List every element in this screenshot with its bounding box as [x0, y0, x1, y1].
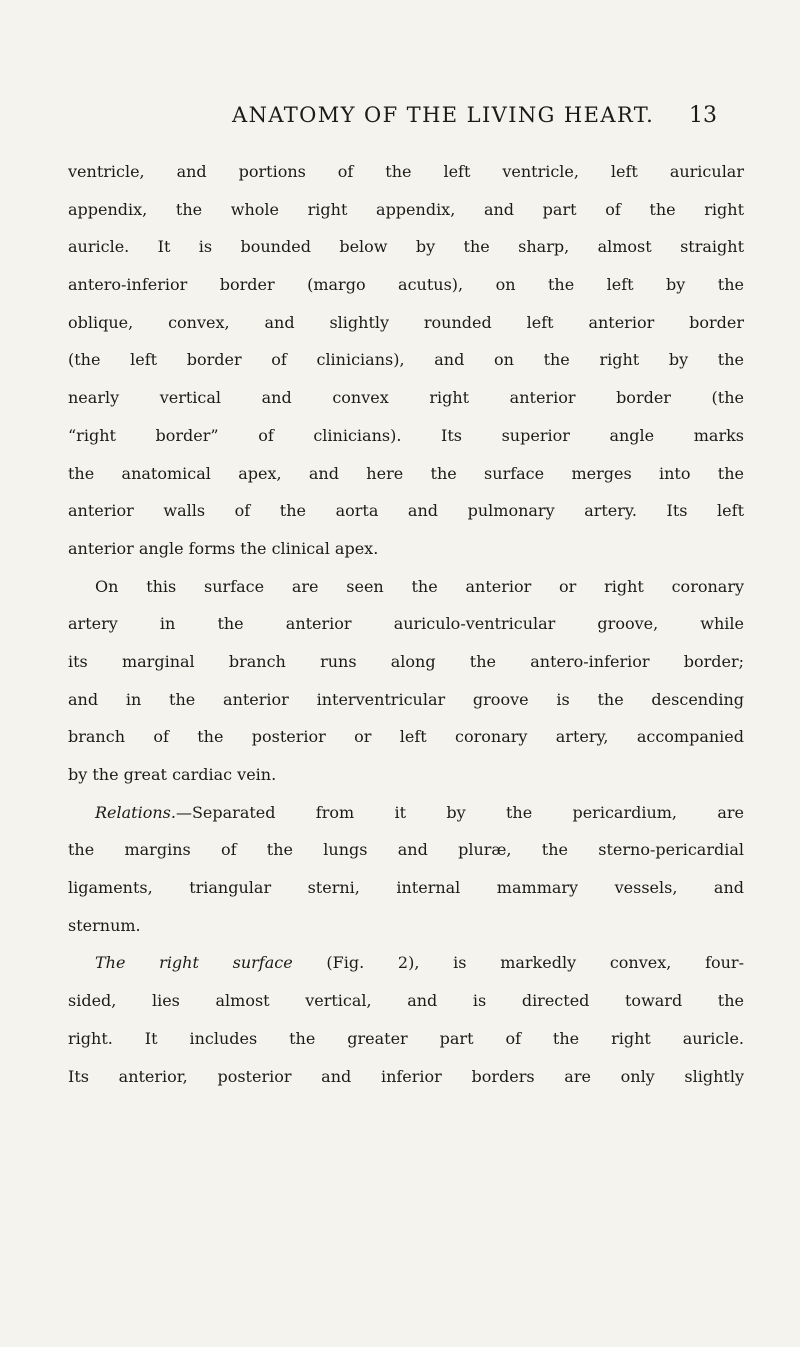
paragraph-2 [68, 577, 744, 803]
text-line [68, 953, 744, 991]
text-line: sided, lies almost vertical, and is directed toward the [68, 991, 744, 1011]
text-line: antero-inferior border (margo acutus), on the left by the [68, 275, 744, 295]
right-surface-heading: The right surface [95, 953, 293, 973]
running-head [0, 103, 800, 139]
text-line: and in the anterior interventricular groove is the descending [68, 689, 744, 709]
text-line: ventricle, and portions of the left ventricle, left auricular [68, 162, 744, 181]
text-line: its marginal branch runs along the antero-inferior border; [68, 651, 744, 671]
text-line: ligaments, triangular sterni, internal mammary vessels, and [68, 878, 744, 898]
text-line: branch of the posterior or left coronary artery, accompanied [68, 727, 744, 747]
text-line: (the left border of clinicians), and on the right by the [68, 350, 744, 370]
text-line: “right border” of clinicians). Its superior angle marks [68, 425, 744, 445]
text-line: artery in the anterior auriculo-ventricular groove, while [68, 614, 744, 634]
relations-heading: Relations. [95, 802, 176, 822]
text-line: by the great cardiac vein. [68, 765, 277, 784]
paragraph-4 [68, 953, 744, 1104]
text-line: appendix, the whole right appendix, and part of the right [68, 199, 744, 219]
text-line: On this surface are seen the anterior or right coronary [95, 576, 744, 596]
text-line: nearly vertical and convex right anterior border (the [68, 388, 744, 408]
paragraph-1 [68, 162, 744, 577]
body-text [68, 162, 744, 1104]
text-line: right. It includes the greater part of the right auricle. [68, 1028, 744, 1048]
text-line: anterior angle forms the clinical apex. [68, 538, 379, 558]
page-number: 13 [689, 103, 717, 128]
running-title: ANATOMY OF THE LIVING HEART. [232, 103, 655, 127]
text-line: auricle. It is bounded below by the sharp, almost straight [68, 237, 744, 257]
text-line: sternum. [68, 915, 141, 935]
text-line: anterior walls of the aorta and pulmonary artery. Its left [68, 501, 744, 521]
text-line: the margins of the lungs and pluræ, the sterno-pericardial [68, 840, 744, 860]
paragraph-3 [68, 803, 744, 954]
text-line: oblique, convex, and slightly rounded left anterior border [68, 312, 744, 332]
text-line: the anatomical apex, and here the surface merges into the [68, 463, 744, 483]
text-line: Its anterior, posterior and inferior borders are only slightly [68, 1066, 744, 1086]
text-line [68, 803, 744, 841]
relations-intro: —Separated from it by the pericardium, are [175, 802, 744, 822]
right-surface-intro: (Fig. 2), is markedly convex, four- [292, 953, 744, 973]
